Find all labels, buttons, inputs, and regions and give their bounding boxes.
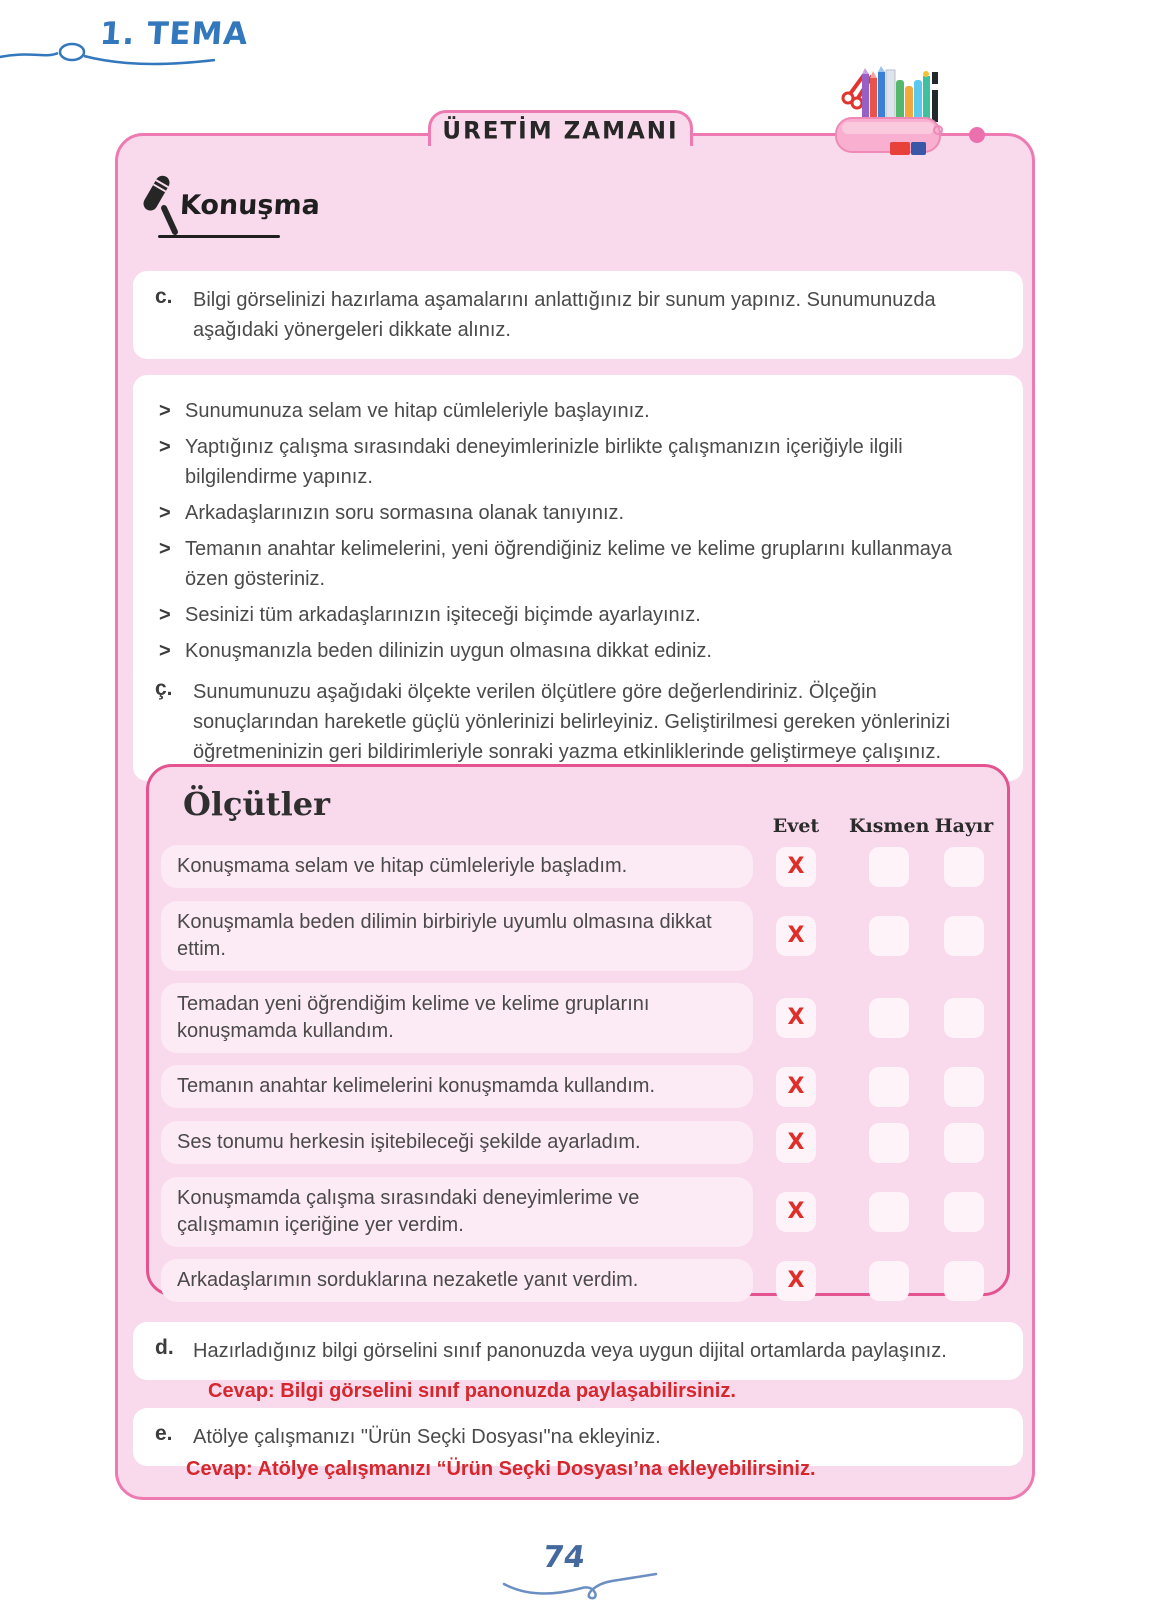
guideline-item bbox=[159, 534, 997, 594]
guideline-item bbox=[159, 636, 997, 666]
item-letter: c. bbox=[155, 285, 173, 308]
panel-tab-title: ÜRETİM ZAMANI bbox=[442, 117, 679, 145]
section-underline bbox=[158, 235, 280, 238]
criterion-label: Temanın anahtar kelimelerini konuşmamda kullandım. bbox=[161, 1065, 753, 1108]
page-number: 74 bbox=[540, 1540, 588, 1575]
checkbox-evet: X bbox=[776, 998, 816, 1038]
footer-squiggle-icon bbox=[500, 1572, 660, 1604]
uretim-zamani-panel bbox=[115, 117, 1035, 1500]
rubric-table bbox=[146, 764, 1010, 1296]
chevron-bullet-icon: > bbox=[159, 640, 171, 662]
item-text: Hazırladığınız bilgi görselini sınıf panonuzda veya uygun dijital ortamlarda paylaşınız. bbox=[193, 1340, 947, 1362]
table-row bbox=[161, 1065, 995, 1109]
chevron-bullet-icon: > bbox=[159, 400, 171, 422]
checkbox-evet: X bbox=[776, 916, 816, 956]
criterion-label: Konuşmamda çalışma sırasındaki deneyimlerime ve çalışmamın içeriğine yer verdim. bbox=[161, 1177, 753, 1247]
checkbox-hayir bbox=[944, 998, 984, 1038]
checkbox-kismen bbox=[869, 998, 909, 1038]
panel-tab bbox=[428, 110, 693, 146]
item-text: Sunumunuzu aşağıdaki ölçekte verilen ölçütlere göre değerlendiriniz. Ölçeğin sonuçlarından hareketle güçlü yönlerinizi belirleyiniz. Geliştirilmesi gereken yönlerinizi öğretmeninizin geri bildirimleriyle sonraki yazma etkinliklerinde geliştirmeye çalışınız. bbox=[193, 681, 951, 763]
chevron-bullet-icon: > bbox=[159, 436, 171, 458]
checkbox-hayir bbox=[944, 847, 984, 887]
chevron-bullet-icon: > bbox=[159, 604, 171, 626]
criterion-label: Temadan yeni öğrendiğim kelime ve kelime gruplarını konuşmamda kullandım. bbox=[161, 983, 753, 1053]
checkbox-kismen bbox=[869, 1192, 909, 1232]
item-letter: ç. bbox=[155, 677, 173, 700]
item-text: Atölye çalışmanızı "Ürün Seçki Dosyası"na ekleyiniz. bbox=[193, 1426, 661, 1448]
item-text: Bilgi görselinizi hazırlama aşamalarını anlattığınız bir sunum yapınız. Sunumunuzda aşağıdaki yönergeleri dikkate alınız. bbox=[193, 289, 936, 341]
column-header-hayir: Hayır bbox=[934, 815, 994, 837]
pencil-case-icon bbox=[832, 66, 960, 162]
checkbox-evet: X bbox=[776, 1261, 816, 1301]
table-row bbox=[161, 1259, 995, 1303]
item-d-box bbox=[133, 1322, 1023, 1380]
guideline-item bbox=[159, 396, 997, 426]
checkbox-hayir bbox=[944, 1123, 984, 1163]
checkbox-hayir bbox=[944, 916, 984, 956]
chevron-bullet-icon: > bbox=[159, 502, 171, 524]
checkbox-kismen bbox=[869, 847, 909, 887]
rubric-header bbox=[161, 785, 995, 841]
checkbox-evet: X bbox=[776, 847, 816, 887]
guideline-item bbox=[159, 432, 997, 492]
guideline-text: Arkadaşlarınızın soru sormasına olanak tanıyınız. bbox=[185, 502, 625, 524]
item-letter: e. bbox=[155, 1422, 173, 1445]
answer-e-text: Cevap: Atölye çalışmanızı “Ürün Seçki Dosyası’na ekleyebilirsiniz. bbox=[186, 1458, 816, 1480]
item-c-box bbox=[133, 271, 1023, 359]
guidelines-box bbox=[133, 375, 1023, 687]
guideline-item bbox=[159, 600, 997, 630]
column-header-evet: Evet bbox=[772, 815, 820, 837]
criterion-label: Konuşmama selam ve hitap cümleleriyle başladım. bbox=[161, 845, 753, 888]
checkbox-evet: X bbox=[776, 1192, 816, 1232]
table-row bbox=[161, 901, 995, 971]
guideline-text: Sesinizi tüm arkadaşlarınızın işiteceği biçimde ayarlayınız. bbox=[185, 604, 701, 626]
criterion-label: Arkadaşlarımın sorduklarına nezaketle yanıt verdim. bbox=[161, 1259, 753, 1302]
rubric-rows bbox=[161, 845, 995, 1303]
guideline-text: Sunumunuza selam ve hitap cümleleriyle başlayınız. bbox=[185, 400, 650, 422]
criterion-label: Konuşmamla beden dilimin birbiriyle uyumlu olmasına dikkat ettim. bbox=[161, 901, 753, 971]
checkbox-evet: X bbox=[776, 1123, 816, 1163]
guideline-text: Konuşmanızla beden dilinizin uygun olmasına dikkat ediniz. bbox=[185, 640, 712, 662]
chevron-bullet-icon: > bbox=[159, 538, 171, 560]
checkbox-hayir bbox=[944, 1192, 984, 1232]
checkbox-evet: X bbox=[776, 1067, 816, 1107]
table-row bbox=[161, 1121, 995, 1165]
table-row bbox=[161, 983, 995, 1053]
guideline-item bbox=[159, 498, 997, 528]
answer-d-text: Cevap: Bilgi görselini sınıf panonuzda paylaşabilirsiniz. bbox=[208, 1380, 736, 1402]
checkbox-hayir bbox=[944, 1067, 984, 1107]
checkbox-kismen bbox=[869, 916, 909, 956]
checkbox-hayir bbox=[944, 1261, 984, 1301]
checkbox-kismen bbox=[869, 1123, 909, 1163]
column-header-kismen: Kısmen bbox=[849, 815, 930, 837]
decorative-dot bbox=[969, 127, 985, 143]
guideline-text: Temanın anahtar kelimelerini, yeni öğrendiğiniz kelime ve kelime gruplarını kullanmaya özen gösteriniz. bbox=[185, 538, 953, 590]
guideline-text: Yaptığınız çalışma sırasındaki deneyimlerinizle birlikte çalışmanızın içeriğiyle ilgili bilgilendirme yapınız. bbox=[185, 436, 903, 488]
criterion-label: Ses tonumu herkesin işitebileceği şekilde ayarladım. bbox=[161, 1121, 753, 1164]
microphone-icon bbox=[138, 174, 186, 236]
table-row bbox=[161, 1177, 995, 1247]
table-row bbox=[161, 845, 995, 889]
item-letter: d. bbox=[155, 1336, 174, 1359]
tema-heading: 1. TEMA bbox=[98, 16, 250, 52]
checkbox-kismen bbox=[869, 1067, 909, 1107]
rubric-title: Ölçütler bbox=[183, 785, 330, 823]
section-title: Konuşma bbox=[179, 190, 321, 221]
checkbox-kismen bbox=[869, 1261, 909, 1301]
